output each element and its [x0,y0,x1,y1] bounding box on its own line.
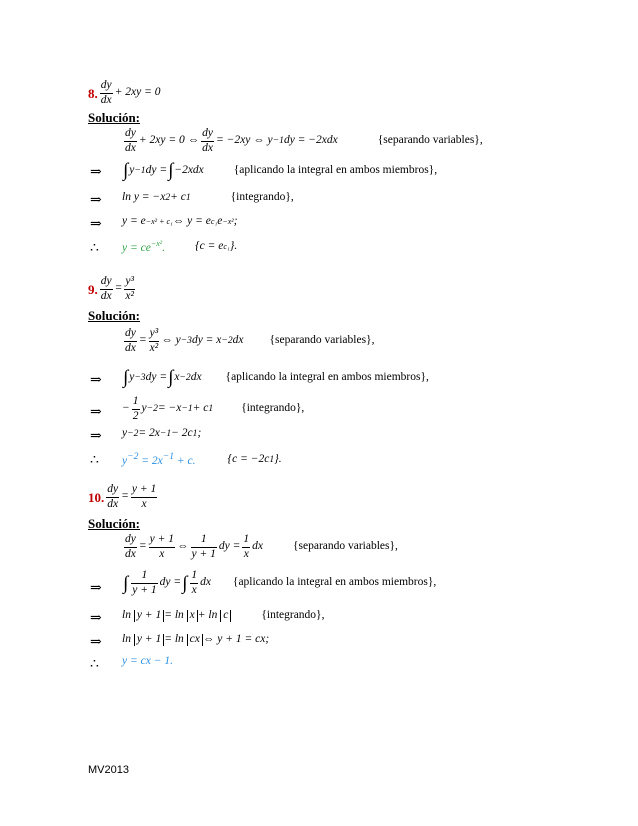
problem-8-line-2: ∫ y −1 dy = ∫ −2xdx {aplicando la integral en ambos miembros}, [123,160,438,181]
problem-number: 9. [88,281,98,297]
implies-symbol: ⇒ [90,193,102,208]
integral-symbol: ∫ [168,367,174,388]
problem-10-line-2: ∫ $\frac{1}{y + 1}$ dy = ∫ $\frac{1}{x}$ dx {aplicando la integral en ambos miembros}, [123,569,437,596]
final-answer: y = cx − 1. [122,655,173,667]
problem-8-line-3: ln y = −x 2 + c 1 {integrando}, [122,191,294,203]
derivative-fraction: $\frac{dy}{dx}$ [100,79,112,106]
solution-label: Solución: [88,110,141,125]
problem-8-line-4: y = e −x² + c₁ ⇔ y = e c₁ e −x² ; [122,215,238,227]
problem-9-line-3: − $\frac{1}{2}$ y −2 = −x −1 + c 1 {integrando}, [122,395,305,422]
problem-10-line-4: ln y + 1 = ln cx ⇔ y + 1 = cx; [122,633,270,645]
problem-10-line-3: ln y + 1 = ln x + ln c {integrando}, [122,609,325,621]
problem-10-line-5 [122,656,173,668]
implies-symbol: ⇒ [90,373,102,388]
problem-10-line-1: $\frac{dy}{dx}$ = $\frac{y + 1}{x}$ ⇔ $\frac{1}{y + 1}$ dy = $\frac{1}{x}$ dx {separando variables}, [125,533,398,560]
equation-text: + 2xy = 0 [114,86,161,99]
implies-symbol: ⇒ [90,429,102,444]
final-answer: $y = ce^{-x^2}$. [122,239,166,254]
problem-9-line-5: $y^{-2} = 2x^{-1} + c$. {c = −2c 1 }. [122,451,282,467]
problem-10-statement: 10. $\frac{dy}{dx}$ = $\frac{y + 1}{x}$ [88,483,157,510]
problem-9-line-4: y −2 = 2x −1 − 2c 1 ; [122,427,202,439]
problem-9-statement: 9. $\frac{dy}{dx}$ = $\frac{\text{y³}}{\text{x²}}$ [88,275,134,302]
integral-symbol: ∫ [123,160,129,181]
therefore-symbol: ∴ [90,657,99,672]
integral-symbol: ∫ [182,572,188,594]
integral-symbol: ∫ [168,160,174,181]
implies-symbol: ⇒ [90,217,102,232]
final-answer: $y^{-2} = 2x^{-1} + c$. [122,451,196,467]
implies-symbol: ⇒ [90,165,102,180]
problem-9-line-2: ∫ y −3 dy = ∫ x −2 dx {aplicando la integral en ambos miembros}, [123,367,429,388]
implies-symbol: ⇒ [90,405,102,420]
problem-8-statement [88,80,160,106]
therefore-symbol: ∴ [90,241,99,256]
solution-label: Solución: [88,516,141,531]
problem-number: 8. [88,85,98,101]
implies-symbol: ⇒ [90,635,102,650]
implies-symbol: ⇒ [90,581,102,596]
integral-symbol: ∫ [123,367,129,388]
therefore-symbol: ∴ [90,453,99,468]
solution-label: Solución: [88,308,141,323]
implies-symbol: ⇒ [90,611,102,626]
integral-symbol: ∫ [123,572,129,594]
problem-number: 10. [88,489,105,505]
problem-9-line-1: $\frac{dy}{dx}$ = $\frac{\text{y³}}{\text{x²}}$ ⇔ y −3 dy = x −2 dx {separando variables}, [125,327,375,354]
problem-8-line-1: $\frac{dy}{dx}$ + 2xy = 0 ⇔ $\frac{dy}{dx}$ = −2xy ⇔ y −1 dy = −2xdx {separando variables}, [125,127,483,154]
problem-8-line-5: $y = ce^{-x^2}$. {c = e c₁ }. [122,239,238,254]
footer-text: MV2013 [88,764,129,776]
